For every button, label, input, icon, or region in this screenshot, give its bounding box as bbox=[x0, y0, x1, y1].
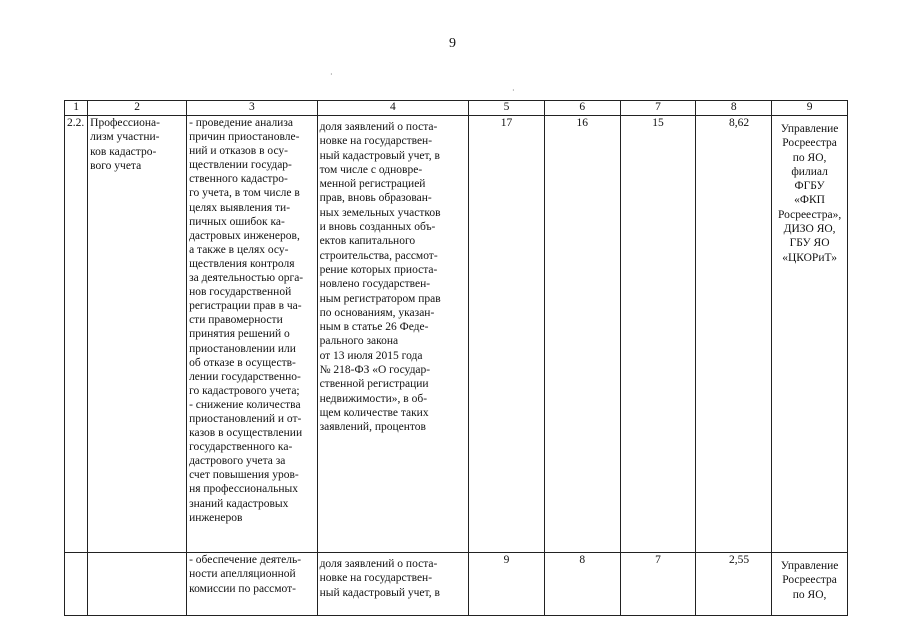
header-cell: 8 bbox=[696, 101, 772, 116]
indicator-line: менной регистрацией bbox=[319, 178, 426, 191]
measure-line: знаний кадастровых bbox=[189, 497, 289, 510]
indicator-line: новлено государствен- bbox=[319, 278, 431, 291]
measure-line: - снижение количества bbox=[189, 398, 301, 411]
indicator-line: доля заявлений о поста- bbox=[319, 558, 438, 570]
table-row bbox=[65, 553, 848, 616]
indicator-line: рального закона bbox=[319, 335, 399, 348]
measure-line: дастрового учета за bbox=[189, 455, 286, 468]
measure-line: целях выявления ти- bbox=[189, 201, 291, 214]
value-2022: 15 bbox=[620, 116, 696, 553]
measure-line: приостановлений и от- bbox=[189, 412, 302, 425]
executor-line: Росреестра», bbox=[777, 208, 842, 221]
executor-line: Управление bbox=[780, 123, 839, 135]
measure-line: сти правомерности bbox=[189, 314, 283, 327]
measure-line: за деятельностью орга- bbox=[189, 272, 304, 285]
measure-line: нов государственной bbox=[189, 286, 292, 299]
executor-line: ГБУ ЯО bbox=[789, 237, 830, 250]
value-2020: 9 bbox=[469, 553, 545, 616]
page-number: 9 bbox=[449, 36, 456, 51]
indicator-line: щем количестве таких bbox=[319, 406, 429, 419]
measure-cell bbox=[187, 553, 318, 616]
column-number-row bbox=[65, 101, 848, 116]
header-cell: 1 bbox=[65, 101, 88, 116]
header-cell: 6 bbox=[544, 101, 620, 116]
measure-line: - обеспечение деятель- bbox=[189, 554, 302, 566]
executor-cell bbox=[772, 116, 848, 553]
item-name-line: ков кадастро- bbox=[90, 145, 157, 158]
indicator-line: новке на государствен- bbox=[319, 572, 433, 585]
header-cell: 7 bbox=[620, 101, 696, 116]
item-number: 2.2. bbox=[65, 116, 88, 553]
measure-line: лении государственно- bbox=[189, 370, 301, 383]
measure-line: дастровых инженеров, bbox=[189, 229, 300, 242]
indicator-line: ный кадастровый учет, в bbox=[319, 586, 440, 599]
indicator-line: от 13 июля 2015 года bbox=[319, 349, 423, 362]
indicator-line: ных земельных участков bbox=[319, 206, 441, 219]
executor-line: Росреестра bbox=[782, 137, 837, 150]
measure-line: го кадастрового учета; bbox=[189, 384, 300, 397]
measure-line: казов в осуществлении bbox=[189, 427, 303, 440]
executor-line: ДИЗО ЯО, bbox=[783, 223, 836, 236]
measure-line: ня профессиональных bbox=[189, 483, 298, 496]
plan-table bbox=[64, 100, 848, 616]
measure-line: причин приостановле- bbox=[189, 131, 300, 144]
measure-line: комиссии по рассмот- bbox=[189, 582, 296, 595]
executor-line: филиал bbox=[791, 165, 828, 178]
measure-cell bbox=[187, 116, 318, 553]
measure-line: государственного ка- bbox=[189, 441, 293, 454]
executor-line: Управление bbox=[780, 560, 839, 572]
value-2020: 17 bbox=[469, 116, 545, 553]
executor-line: «ЦКОРиТ» bbox=[782, 251, 837, 264]
executor-line: Росреестра bbox=[782, 574, 837, 587]
indicator-line: рение которых приоста- bbox=[319, 263, 438, 276]
indicator-line: строительства, рассмот- bbox=[319, 249, 438, 262]
measure-line: го учета, в том числе в bbox=[189, 187, 300, 200]
indicator-line: доля заявлений о поста- bbox=[319, 121, 438, 133]
indicator-line: заявлений, процентов bbox=[319, 421, 426, 434]
table-row bbox=[65, 116, 848, 553]
header-cell: 9 bbox=[772, 101, 848, 116]
indicator-line: недвижимости», в об- bbox=[319, 392, 428, 405]
indicator-line: ным в статье 26 Феде- bbox=[319, 321, 429, 334]
value-actual: 8,62 bbox=[696, 116, 772, 553]
header-cell: 5 bbox=[469, 101, 545, 116]
indicator-cell bbox=[317, 553, 469, 616]
measure-line: ности апелляционной bbox=[189, 568, 296, 581]
header-cell: 2 bbox=[88, 101, 187, 116]
scan-speck: · bbox=[330, 70, 333, 79]
empty-cell bbox=[88, 553, 187, 616]
indicator-line: том числе с одновре- bbox=[319, 163, 423, 176]
value-2021: 16 bbox=[544, 116, 620, 553]
indicator-cell bbox=[317, 116, 469, 553]
indicator-line: ным регистратором прав bbox=[319, 292, 441, 305]
indicator-line: и вновь созданных объ- bbox=[319, 221, 436, 234]
measure-line: принятия решений о bbox=[189, 328, 290, 341]
scan-speck: · bbox=[512, 86, 515, 95]
measure-line: приостановлении или bbox=[189, 342, 296, 355]
measure-line: инженеров bbox=[189, 511, 243, 524]
executor-line: по ЯО, bbox=[792, 588, 827, 601]
indicator-line: ный кадастровый учет, в bbox=[319, 149, 440, 162]
measure-line: ственного кадастро- bbox=[189, 173, 288, 186]
measure-line: пичных ошибок ка- bbox=[189, 215, 285, 228]
item-name-line: Профессиона- bbox=[90, 117, 160, 129]
executor-line: по ЯО, bbox=[792, 151, 827, 164]
item-name-cell bbox=[88, 116, 187, 553]
measure-line: счет повышения уров- bbox=[189, 469, 299, 482]
indicator-line: ектов капитального bbox=[319, 235, 416, 248]
indicator-line: по основаниям, указан- bbox=[319, 306, 435, 319]
measure-line: ществлении государ- bbox=[189, 159, 292, 172]
item-name-line: лизм участни- bbox=[90, 131, 160, 144]
indicator-line: ственной регистрации bbox=[319, 378, 429, 391]
item-name-line: вого учета bbox=[90, 159, 142, 172]
indicator-line: № 218-ФЗ «О государ- bbox=[319, 364, 431, 377]
header-cell: 3 bbox=[187, 101, 318, 116]
measure-line: регистрации прав в ча- bbox=[189, 300, 302, 313]
executor-line: «ФКП bbox=[794, 194, 825, 207]
measure-line: а также в целях осу- bbox=[189, 243, 289, 256]
indicator-line: новке на государствен- bbox=[319, 135, 433, 148]
measure-line: ществления контроля bbox=[189, 257, 295, 270]
empty-cell bbox=[65, 553, 88, 616]
indicator-line: прав, вновь образован- bbox=[319, 192, 432, 205]
measure-line: об отказе в осуществ- bbox=[189, 356, 296, 369]
executor-cell bbox=[772, 553, 848, 616]
measure-line: ний и отказов в осу- bbox=[189, 145, 288, 158]
header-cell: 4 bbox=[317, 101, 469, 116]
value-2022: 7 bbox=[620, 553, 696, 616]
value-2021: 8 bbox=[544, 553, 620, 616]
executor-line: ФГБУ bbox=[794, 180, 825, 193]
value-actual: 2,55 bbox=[696, 553, 772, 616]
measure-line: - проведение анализа bbox=[189, 117, 293, 129]
